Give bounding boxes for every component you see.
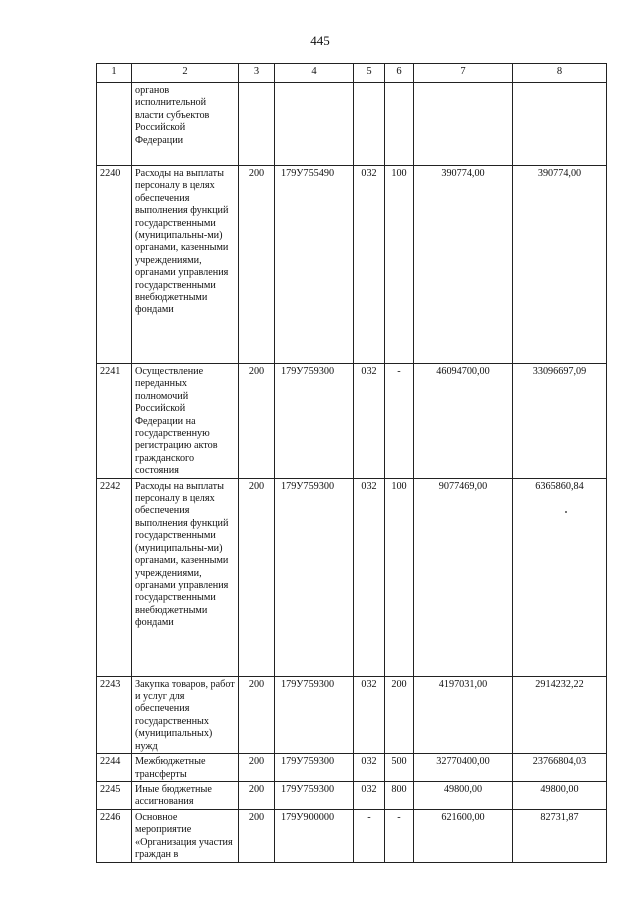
row-c4: 179У759300 [275,478,354,676]
table-row [97,166,607,364]
row-name: органов исполнительной власти субъектов Российской Федерации [132,83,239,166]
row-number: 2241 [97,364,132,479]
row-number: 2246 [97,809,132,862]
row-c8: 390774,00 [513,166,607,364]
header-cell: 1 [97,64,132,83]
header-cell: 6 [385,64,414,83]
table-row [97,754,607,782]
row-c5: 032 [354,781,385,809]
header-cell: 7 [414,64,513,83]
row-c3: 200 [239,364,275,479]
row-c8: 6365860,84 [513,478,607,676]
row-number: 2240 [97,166,132,364]
row-number: 2242 [97,478,132,676]
row-name: Расходы на выплаты персоналу в целях обеспечения выполнения функций государственными (муниципальны-ми) органами, казенными учреждениями, органами управления государственными внебюджетными фондами [132,166,239,364]
row-name: Осуществление переданных полномочий Российской Федерации на государственную регистрацию актов гражданского состояния [132,364,239,479]
row-c6: 800 [385,781,414,809]
row-number: 2243 [97,676,132,753]
row-c4: 179У759300 [275,781,354,809]
row-c3: 200 [239,676,275,753]
row-c7: 49800,00 [414,781,513,809]
row-number [97,83,132,166]
row-name: Закупка товаров, работ и услуг для обеспечения государственных (муниципальных) нужд [132,676,239,753]
row-number: 2244 [97,754,132,782]
header-cell: 2 [132,64,239,83]
row-c7: 621600,00 [414,809,513,862]
row-c7: 32770400,00 [414,754,513,782]
row-c8: 23766804,03 [513,754,607,782]
header-row [97,64,607,83]
row-c3: 200 [239,809,275,862]
header-cell: 8 [513,64,607,83]
row-c3 [239,83,275,166]
row-number: 2245 [97,781,132,809]
row-c4: 179У755490 [275,166,354,364]
row-c3: 200 [239,781,275,809]
budget-table [96,63,607,863]
row-name: Межбюджетные трансферты [132,754,239,782]
table-row [97,809,607,862]
table-row [97,364,607,479]
row-c4: 179У759300 [275,676,354,753]
row-c6: 200 [385,676,414,753]
row-c7: 390774,00 [414,166,513,364]
scan-speck [565,511,567,513]
row-c6: - [385,364,414,479]
page-number: 445 [310,33,330,48]
row-c5: 032 [354,364,385,479]
row-name: Расходы на выплаты персоналу в целях обеспечения выполнения функций государственными (муниципальны-ми) органами, казенными учреждениями, органами управления государственными внебюджетными фондами [132,478,239,676]
row-c5: 032 [354,676,385,753]
header-cell: 4 [275,64,354,83]
row-c4: 179У900000 [275,809,354,862]
row-c8: 33096697,09 [513,364,607,479]
row-c4: 179У759300 [275,364,354,479]
row-c3: 200 [239,478,275,676]
row-c5: 032 [354,754,385,782]
row-c5 [354,83,385,166]
header-cell: 3 [239,64,275,83]
row-name: Основное мероприятие «Организация участия граждан в [132,809,239,862]
row-c5: 032 [354,478,385,676]
row-c6: 100 [385,166,414,364]
row-c3: 200 [239,166,275,364]
row-c8: 82731,87 [513,809,607,862]
row-c7 [414,83,513,166]
row-c4 [275,83,354,166]
table-row [97,478,607,676]
row-name: Иные бюджетные ассигнования [132,781,239,809]
row-c7: 4197031,00 [414,676,513,753]
row-c8: 2914232,22 [513,676,607,753]
row-c8: 49800,00 [513,781,607,809]
row-c8 [513,83,607,166]
header-cell: 5 [354,64,385,83]
row-c6 [385,83,414,166]
row-c3: 200 [239,754,275,782]
row-c4: 179У759300 [275,754,354,782]
row-c5: - [354,809,385,862]
row-c5: 032 [354,166,385,364]
row-c7: 9077469,00 [414,478,513,676]
table-row [97,781,607,809]
row-c7: 46094700,00 [414,364,513,479]
row-c6: 500 [385,754,414,782]
row-c6: 100 [385,478,414,676]
table-row [97,83,607,166]
row-c6: - [385,809,414,862]
table-row [97,676,607,753]
